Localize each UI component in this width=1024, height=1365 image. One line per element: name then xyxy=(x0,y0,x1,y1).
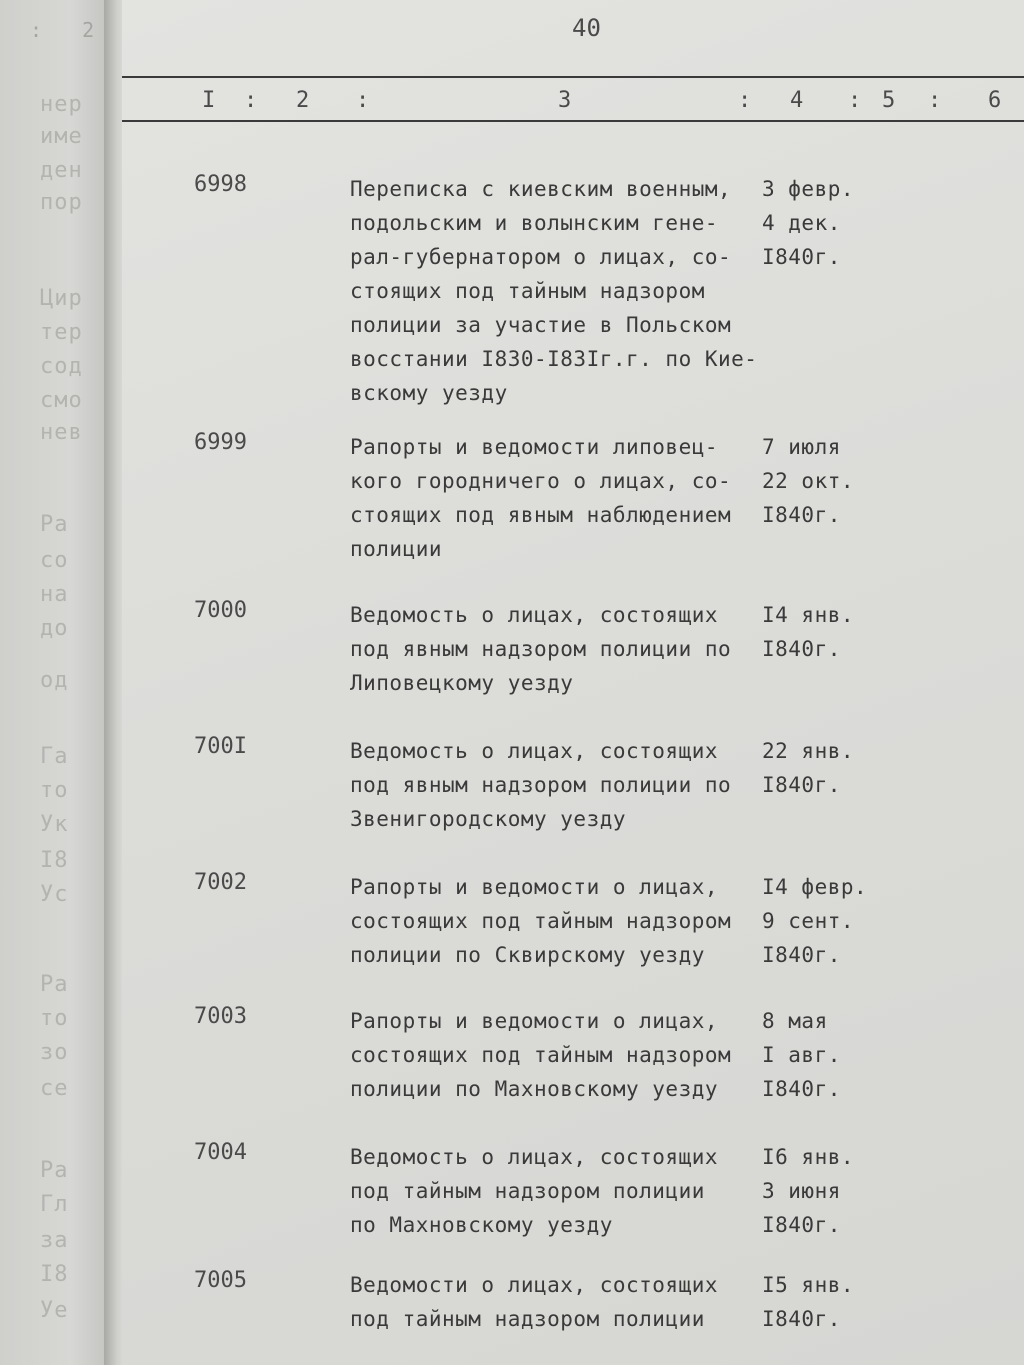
description-line: Рапорты и ведомости о лицах, xyxy=(350,875,719,899)
description-line: Переписка с киевским военным, xyxy=(350,177,732,201)
adjacent-page-text-fragment: Ра xyxy=(40,1158,69,1183)
adjacent-page-text-fragment: Цир xyxy=(40,286,83,311)
date-line: 3 июня xyxy=(762,1179,841,1203)
description-line: по Махновскому уезду xyxy=(350,1213,613,1237)
date-line: I840г. xyxy=(762,503,841,527)
description-line: полиции xyxy=(350,537,443,561)
entry-description xyxy=(350,598,790,700)
date-line: 22 янв. xyxy=(762,739,855,763)
adjacent-page-text-fragment: Уе xyxy=(40,1298,69,1323)
entry-dates xyxy=(762,1004,892,1106)
date-line: I4 февр. xyxy=(762,875,868,899)
description-line: Ведомости о лицах, состоящих xyxy=(350,1273,719,1297)
adjacent-page-text-fragment: име xyxy=(40,124,83,149)
description-line: кого городничего о лицах, со- xyxy=(350,469,732,493)
adjacent-page-text-fragment: Га xyxy=(40,744,69,769)
date-line: 22 окт. xyxy=(762,469,855,493)
date-line: I авг. xyxy=(762,1043,841,1067)
adjacent-page-text-fragment: тер xyxy=(40,320,83,345)
column-separator: : xyxy=(928,88,942,113)
date-line: I840г. xyxy=(762,1077,841,1101)
column-header-3: 3 xyxy=(558,88,572,113)
column-header-6: 6 xyxy=(988,88,1002,113)
date-line: 7 июля xyxy=(762,435,841,459)
entry-dates xyxy=(762,734,892,802)
adjacent-page-text-fragment: на xyxy=(40,582,69,607)
entry-dates xyxy=(762,598,892,666)
date-line: I840г. xyxy=(762,943,841,967)
entry-number: 6999 xyxy=(194,430,247,455)
date-line: I840г. xyxy=(762,773,841,797)
adjacent-page-text-fragment: нев xyxy=(40,420,83,445)
date-line: I840г. xyxy=(762,1307,841,1331)
entry-description xyxy=(350,1268,790,1336)
description-line: Рапорты и ведомости о лицах, xyxy=(350,1009,719,1033)
adjacent-page-text-fragment: ден xyxy=(40,158,83,183)
entry-dates xyxy=(762,870,892,972)
adjacent-page-text-fragment: Ус xyxy=(40,882,69,907)
table-header-bottom-rule xyxy=(122,120,1024,122)
adjacent-page-text-fragment: I8 xyxy=(40,1262,69,1287)
column-separator: : xyxy=(356,88,370,113)
entry-number: 7002 xyxy=(194,870,247,895)
date-line: 4 дек. xyxy=(762,211,841,235)
date-line: 9 сент. xyxy=(762,909,855,933)
description-line: восстании I830-I83Iг.г. по Кие- xyxy=(350,347,758,371)
entry-description xyxy=(350,870,790,972)
description-line: Ведомость о лицах, состоящих xyxy=(350,1145,719,1169)
adjacent-page-text-fragment: пор xyxy=(40,190,83,215)
column-separator: : xyxy=(244,88,258,113)
adjacent-page-text-fragment: за xyxy=(40,1228,69,1253)
date-line: I4 янв. xyxy=(762,603,855,627)
adjacent-page-text-fragment: Ра xyxy=(40,972,69,997)
entry-number: 7005 xyxy=(194,1268,247,1293)
description-line: Рапорты и ведомости липовец- xyxy=(350,435,719,459)
adjacent-page-text-fragment: до xyxy=(40,616,69,641)
description-line: полиции по Сквирскому уезду xyxy=(350,943,705,967)
description-line: состоящих под тайным надзором xyxy=(350,909,732,933)
column-separator: : xyxy=(738,88,752,113)
adjacent-page-text-fragment: се xyxy=(40,1076,69,1101)
description-line: полиции за участие в Польском xyxy=(350,313,732,337)
description-line: Звенигородскому уезду xyxy=(350,807,627,831)
description-line: подольским и волынским гене- xyxy=(350,211,719,235)
adjacent-page-text-fragment: Ра xyxy=(40,512,69,537)
page-number: 40 xyxy=(572,14,601,42)
entry-description xyxy=(350,172,790,410)
column-header-1: I xyxy=(202,88,216,113)
column-header-4: 4 xyxy=(790,88,804,113)
description-line: стоящих под явным наблюдением xyxy=(350,503,732,527)
description-line: под тайным надзором полиции xyxy=(350,1179,705,1203)
adjacent-page-text-fragment: нер xyxy=(40,92,83,117)
table-header-top-rule xyxy=(122,76,1024,78)
entry-dates xyxy=(762,430,892,532)
adjacent-page-text-fragment: то xyxy=(40,778,69,803)
entry-description xyxy=(350,1140,790,1242)
date-line: I840г. xyxy=(762,1213,841,1237)
column-header-2: 2 xyxy=(296,88,310,113)
column-separator: : xyxy=(848,88,862,113)
adjacent-page-text-fragment: зо xyxy=(40,1040,69,1065)
description-line: под тайным надзором полиции xyxy=(350,1307,705,1331)
description-line: Липовецкому уезду xyxy=(350,671,574,695)
adjacent-page-text-fragment: сод xyxy=(40,354,83,379)
adjacent-page-text-fragment: то xyxy=(40,1006,69,1031)
entry-description xyxy=(350,734,790,836)
date-line: I6 янв. xyxy=(762,1145,855,1169)
description-line: Ведомость о лицах, состоящих xyxy=(350,739,719,763)
description-line: стоящих под тайным надзором xyxy=(350,279,705,303)
adjacent-page-text-fragment: смо xyxy=(40,388,83,413)
document-page xyxy=(122,0,1024,1365)
entry-number: 7004 xyxy=(194,1140,247,1165)
entry-number: 7003 xyxy=(194,1004,247,1029)
description-line: полиции по Махновскому уезду xyxy=(350,1077,719,1101)
adjacent-page-text-fragment: I8 xyxy=(40,848,69,873)
entry-number: 7000 xyxy=(194,598,247,623)
adjacent-page-text-fragment: од xyxy=(40,668,69,693)
entry-number: 700I xyxy=(194,734,247,759)
entry-number: 6998 xyxy=(194,172,247,197)
description-line: состоящих под тайным надзором xyxy=(350,1043,732,1067)
adjacent-page-text-fragment: Ук xyxy=(40,812,69,837)
entry-dates xyxy=(762,172,892,274)
date-line: I840г. xyxy=(762,245,841,269)
date-line: 3 февр. xyxy=(762,177,855,201)
entry-dates xyxy=(762,1140,892,1242)
description-line: под явным надзором полиции по xyxy=(350,773,732,797)
description-line: вскому уезду xyxy=(350,381,508,405)
date-line: 8 мая xyxy=(762,1009,828,1033)
entry-description xyxy=(350,430,790,566)
description-line: рал-губернатором о лицах, со- xyxy=(350,245,732,269)
adjacent-page-text-fragment: со xyxy=(40,548,69,573)
date-line: I5 янв. xyxy=(762,1273,855,1297)
adjacent-page-edge xyxy=(0,0,118,1365)
entry-dates xyxy=(762,1268,892,1336)
description-line: под явным надзором полиции по xyxy=(350,637,732,661)
description-line: Ведомость о лицах, состоящих xyxy=(350,603,719,627)
entry-description xyxy=(350,1004,790,1106)
column-header-5: 5 xyxy=(882,88,896,113)
date-line: I840г. xyxy=(762,637,841,661)
adjacent-page-header-fragment: : 2 xyxy=(30,18,96,42)
adjacent-page-text-fragment: Гл xyxy=(40,1192,69,1217)
